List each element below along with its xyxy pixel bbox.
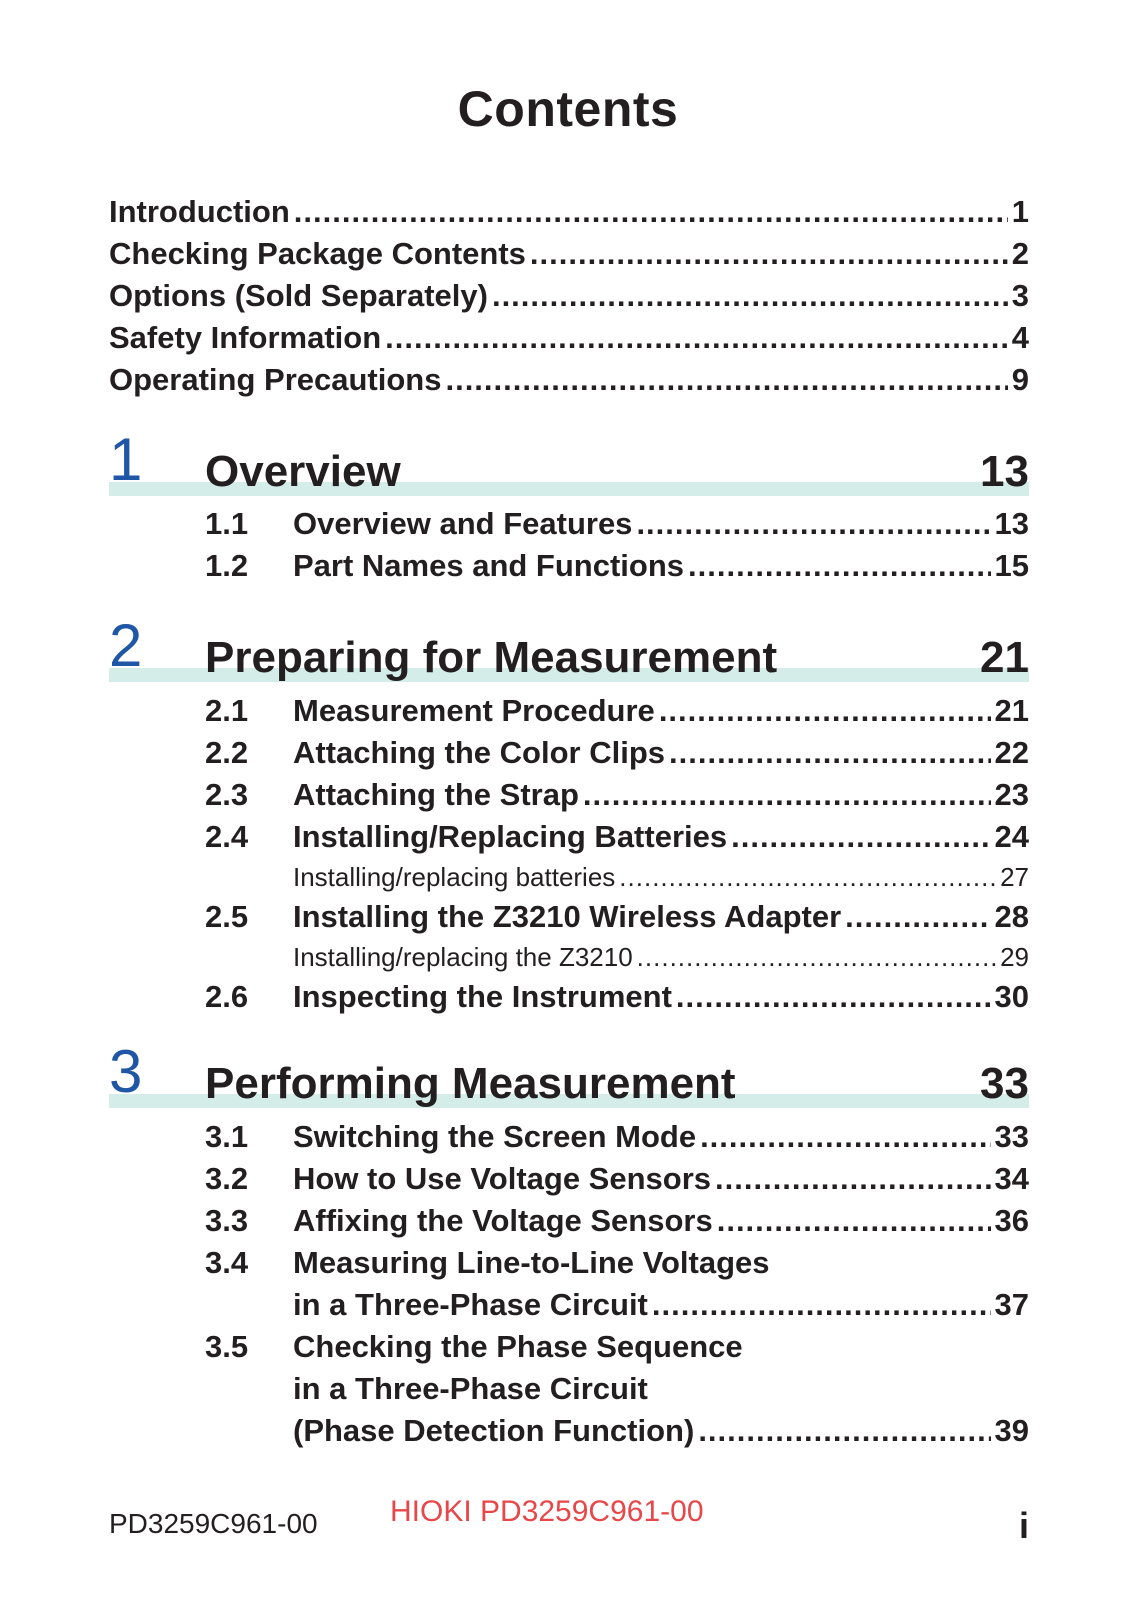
leader-dots [659,690,991,732]
toc-entry-2-2[interactable] [109,732,1029,774]
entry-page: 1 [1011,194,1029,229]
document-code: PD3259C961-00 [109,1508,318,1539]
section-number: 2.5 [205,899,249,934]
entry-title: Introduction [109,194,290,229]
entry-page: 37 [994,1287,1029,1322]
page-number: i [1018,1505,1029,1546]
leader-dots [731,816,990,858]
leader-dots [845,896,990,938]
leader-dots [445,359,1007,401]
section-number: 2.3 [205,777,249,812]
chapter-3-sections [109,1116,1029,1452]
leader-dots [652,1284,991,1326]
leader-dots [294,191,1008,233]
toc-entry-package-contents[interactable] [109,233,1029,275]
chapter-number: 1 [109,426,143,493]
toc-entry-3-1[interactable] [109,1116,1029,1158]
chapter-1-heading[interactable] [109,426,1029,496]
watermark-text: HIOKI PD3259C961-00 [390,1495,704,1528]
chapter-number: 2 [109,612,143,679]
section-number: 3.2 [205,1161,249,1196]
section-number: 2.2 [205,735,249,770]
entry-page: 3 [1011,278,1029,313]
entry-page: 28 [994,899,1029,934]
toc-entry-3-4-line2[interactable] [109,1284,1029,1326]
entry-page: 39 [994,1413,1029,1448]
leader-dots [637,938,996,976]
toc-entry-3-3[interactable] [109,1200,1029,1242]
entry-page: 34 [994,1161,1029,1196]
entry-title: Options (Sold Separately) [109,278,488,313]
section-number: 3.5 [205,1329,249,1364]
entry-title: Installing the Z3210 Wireless Adapter [293,899,842,934]
chapter-page: 21 [980,633,1029,682]
entry-title: Measurement Procedure [293,693,655,728]
toc-entry-3-4-line1[interactable] [109,1242,1029,1284]
leader-dots [492,275,1008,317]
entry-page: 27 [1000,862,1029,892]
toc-entry-2-3[interactable] [109,774,1029,816]
entry-page: 4 [1011,320,1029,355]
entry-title: Installing/replacing batteries [293,862,616,892]
leader-dots [717,1200,991,1242]
entry-title: Operating Precautions [109,362,442,397]
section-number: 3.4 [205,1245,249,1280]
entry-title: Safety Information [109,320,382,355]
toc-entry-3-5-line2[interactable] [109,1368,1029,1410]
entry-page: 13 [994,506,1029,541]
toc-entry-options[interactable] [109,275,1029,317]
entry-page: 2 [1011,236,1029,271]
section-number: 2.6 [205,979,249,1014]
toc-entry-3-5-line3[interactable] [109,1410,1029,1452]
leader-dots [669,732,991,774]
chapter-number: 3 [109,1038,143,1105]
section-number: 3.1 [205,1119,249,1154]
entry-title: Checking the Phase Sequence [293,1329,743,1364]
toc-subentry-z3210[interactable] [109,938,1029,976]
leader-dots [715,1158,991,1200]
entry-page: 24 [994,819,1029,854]
toc-entry-2-1[interactable] [109,690,1029,732]
entry-page: 23 [994,777,1029,812]
chapter-2-sections [109,690,1029,1018]
section-number: 2.4 [205,819,249,854]
chapter-2-heading[interactable] [109,612,1029,682]
toc-entry-precautions[interactable] [109,359,1029,401]
entry-title: How to Use Voltage Sensors [293,1161,712,1196]
chapter-page: 33 [980,1059,1029,1108]
entry-page: 33 [994,1119,1029,1154]
leader-dots [700,1116,990,1158]
toc-entry-introduction[interactable] [109,191,1029,233]
entry-title: Inspecting the Instrument [293,979,672,1014]
toc-subentry-batteries[interactable] [109,858,1029,896]
chapter-title: Performing Measurement [205,1059,736,1108]
page-title: Contents [457,81,679,137]
front-matter-list [109,191,1029,401]
entry-title: Affixing the Voltage Sensors [293,1203,713,1238]
entry-title: Installing/Replacing Batteries [293,819,728,854]
chapter-1-sections [109,503,1029,587]
leader-dots [619,858,996,896]
chapter-3-heading[interactable] [109,1038,1029,1108]
entry-page: 21 [994,693,1029,728]
entry-title: in a Three-Phase Circuit [293,1287,648,1322]
leader-dots [688,545,990,587]
toc-entry-2-5[interactable] [109,896,1029,938]
leader-dots [583,774,991,816]
section-number: 1.1 [205,506,249,541]
entry-page: 22 [994,735,1029,770]
toc-entry-2-6[interactable] [109,976,1029,1018]
toc-entry-3-2[interactable] [109,1158,1029,1200]
chapter-title: Preparing for Measurement [205,633,778,682]
entry-title: Attaching the Strap [293,777,579,812]
entry-title: Measuring Line-to-Line Voltages [293,1245,770,1280]
entry-title: Overview and Features [293,506,633,541]
leader-dots [530,233,1008,275]
leader-dots [636,503,990,545]
section-number: 3.3 [205,1203,249,1238]
entry-page: 9 [1011,362,1029,397]
entry-page: 29 [1000,942,1029,972]
entry-title: Installing/replacing the Z3210 [293,942,633,972]
leader-dots [698,1410,990,1452]
entry-title: Switching the Screen Mode [293,1119,697,1154]
section-number: 2.1 [205,693,249,728]
toc-entry-3-5-line1[interactable] [109,1326,1029,1368]
toc-entry-1-2[interactable] [109,545,1029,587]
section-number: 1.2 [205,548,249,583]
toc-entry-1-1[interactable] [109,503,1029,545]
entry-title: (Phase Detection Function) [293,1413,695,1448]
entry-page: 30 [994,979,1029,1014]
entry-title: Attaching the Color Clips [293,735,665,770]
toc-entry-safety[interactable] [109,317,1029,359]
entry-page: 15 [994,548,1029,583]
chapter-title: Overview [205,447,401,496]
entry-page: 36 [994,1203,1029,1238]
entry-title: Checking Package Contents [109,236,526,271]
toc-entry-2-4[interactable] [109,816,1029,858]
entry-title: in a Three-Phase Circuit [293,1371,648,1406]
entry-title: Part Names and Functions [293,548,685,583]
leader-dots [385,317,1008,359]
leader-dots [676,976,991,1018]
chapter-page: 13 [980,447,1029,496]
